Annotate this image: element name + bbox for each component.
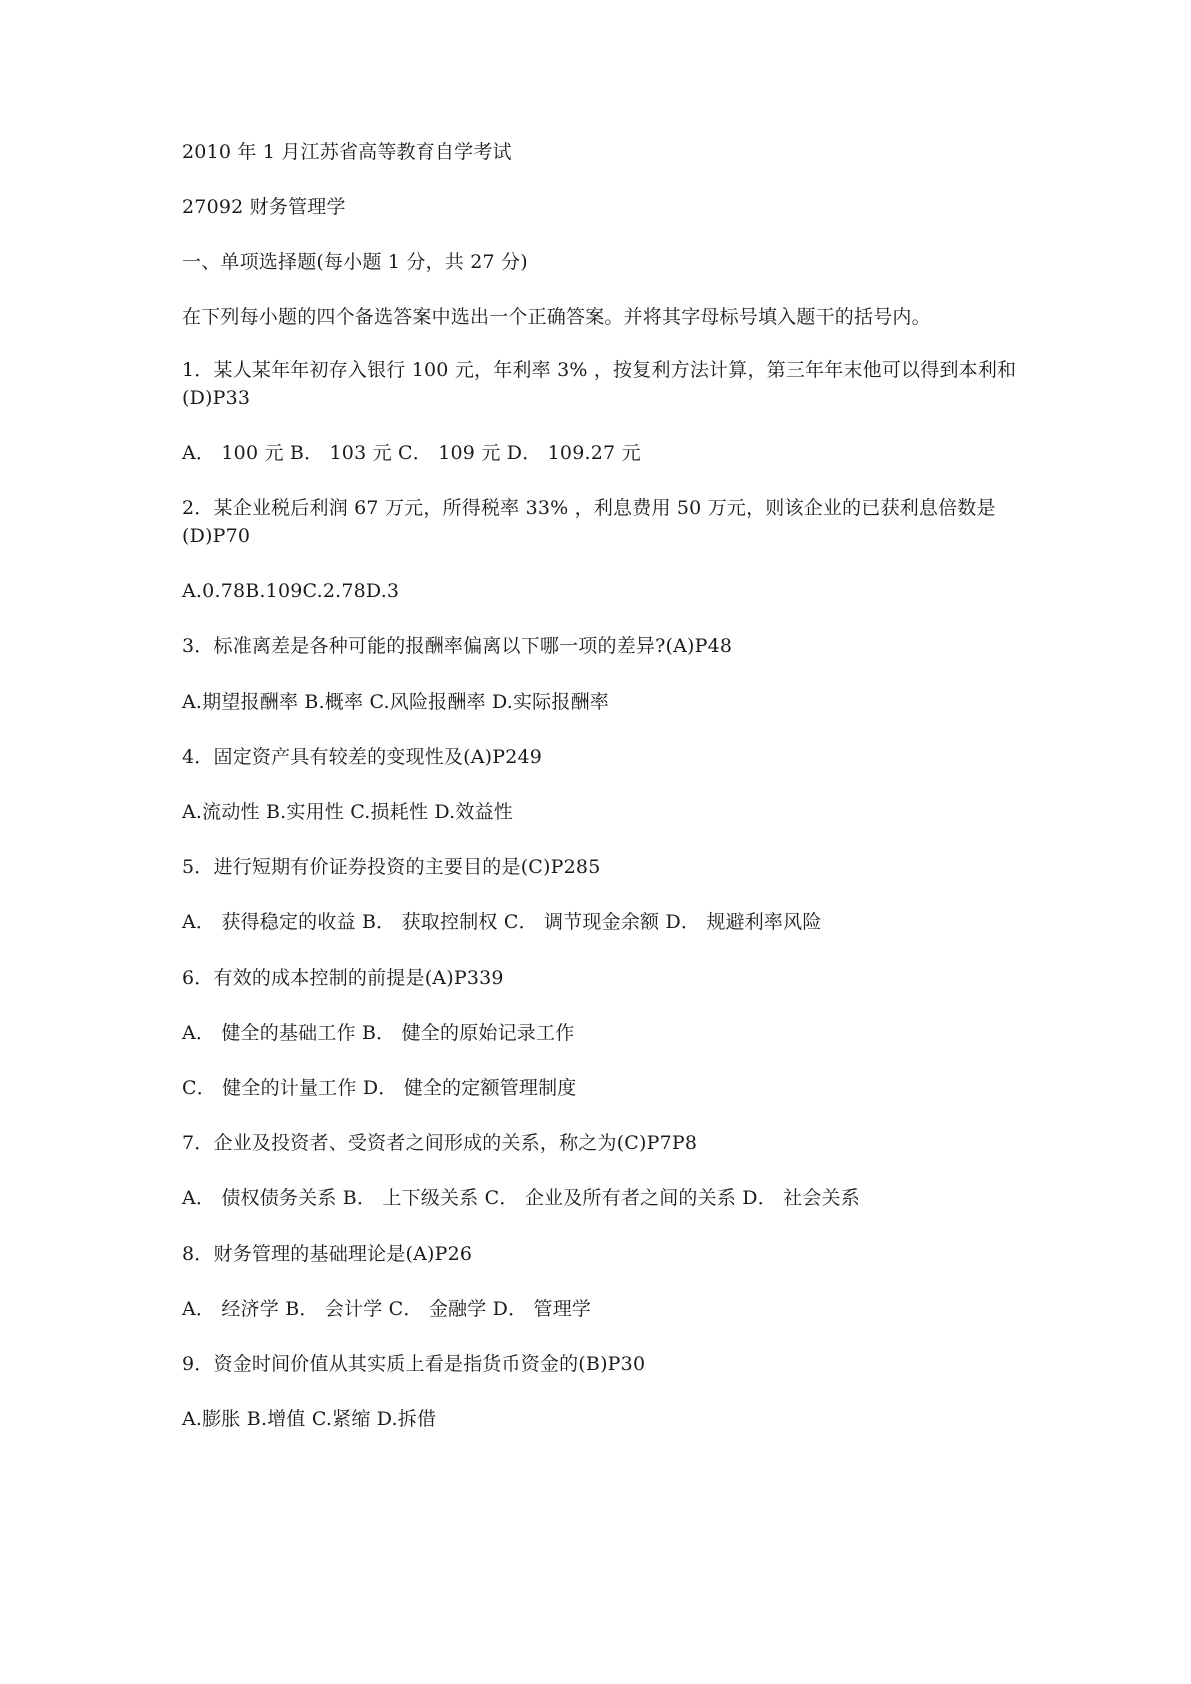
question-6-options-cd: C． 健全的计量工作 D． 健全的定额管理制度 <box>182 1077 577 1099</box>
question-9-options: A.膨胀 B.增值 C.紧缩 D.拆借 <box>182 1408 437 1430</box>
question-1: 1．某人某年年初存入银行 100 元，年利率 3% ，按复利方法计算，第三年年末他可以得到本利和(D)P33 <box>182 359 1017 409</box>
question-8: 8．财务管理的基础理论是(A)P26 <box>182 1243 473 1265</box>
question-8-options: A． 经济学 B． 会计学 C． 金融学 D． 管理学 <box>182 1298 592 1320</box>
question-3: 3．标准离差是各种可能的报酬率偏离以下哪一项的差异?(A)P48 <box>182 635 733 657</box>
exam-title: 2010 年 1 月江苏省高等教育自学考试 <box>182 141 512 163</box>
question-5-options: A． 获得稳定的收益 B． 获取控制权 C． 调节现金余额 D． 规避利率风险 <box>182 911 822 933</box>
question-7-options: A． 债权债务关系 B． 上下级关系 C． 企业及所有者之间的关系 D． 社会关系 <box>182 1187 860 1209</box>
question-3-options: A.期望报酬率 B.概率 C.风险报酬率 D.实际报酬率 <box>182 691 609 713</box>
course-title: 27092 财务管理学 <box>182 196 346 218</box>
question-5: 5．进行短期有价证券投资的主要目的是(C)P285 <box>182 856 601 878</box>
question-2: 2．某企业税后利润 67 万元，所得税率 33% ，利息费用 50 万元，则该企业的已获利息倍数是(D)P70 <box>182 497 996 547</box>
question-9: 9．资金时间价值从其实质上看是指货币资金的(B)P30 <box>182 1353 646 1375</box>
question-6-options-ab: A． 健全的基础工作 B． 健全的原始记录工作 <box>182 1022 575 1044</box>
section-heading: 一、单项选择题(每小题 1 分，共 27 分) <box>182 251 528 273</box>
question-7: 7．企业及投资者、受资者之间形成的关系，称之为(C)P7P8 <box>182 1132 698 1154</box>
question-2-options: A.0.78B.109C.2.78D.3 <box>182 580 400 602</box>
instructions: 在下列每小题的四个备选答案中选出一个正确答案。并将其字母标号填入题干的括号内。 <box>182 306 931 328</box>
question-6: 6．有效的成本控制的前提是(A)P339 <box>182 967 504 989</box>
question-4: 4．固定资产具有较差的变现性及(A)P249 <box>182 746 543 768</box>
question-1-options: A． 100 元 B． 103 元 C． 109 元 D． 109.27 元 <box>182 442 641 464</box>
question-4-options: A.流动性 B.实用性 C.损耗性 D.效益性 <box>182 801 513 823</box>
